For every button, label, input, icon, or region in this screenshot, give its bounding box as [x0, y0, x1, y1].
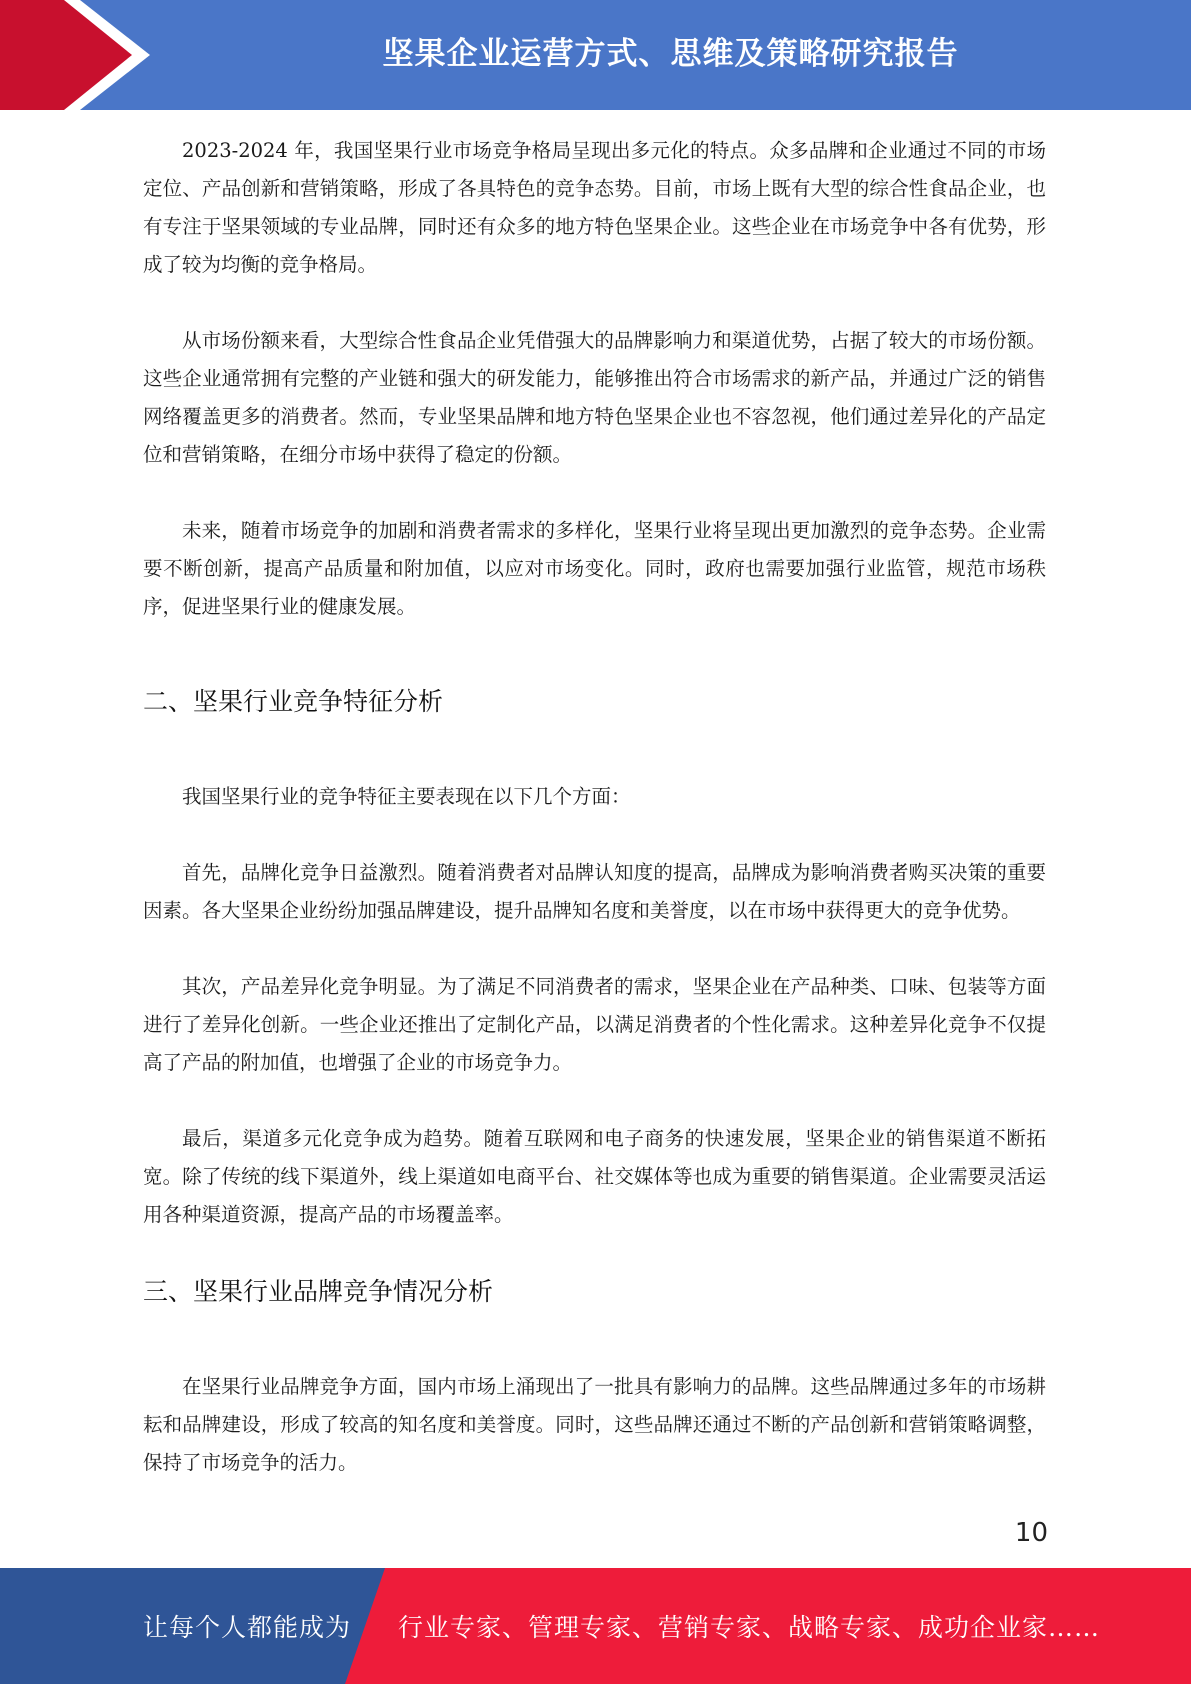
paragraph: 最后，渠道多元化竞争成为趋势。随着互联网和电子商务的快速发展，坚果企业的销售渠道不断拓宽。除了传统的线下渠道外，线上渠道如电商平台、社交媒体等也成为重要的销售渠道。企业需要灵活运用各种渠道资源，提高产品的市场覆盖率。	[143, 1127, 1046, 1226]
section-heading: 三、坚果行业品牌竞争情况分析	[143, 1277, 494, 1306]
report-title: 坚果企业运营方式、思维及策略研究报告	[382, 35, 959, 72]
section-heading: 二、坚果行业竞争特征分析	[143, 687, 444, 716]
page-footer	[0, 1568, 1191, 1684]
paragraph: 2023-2024 年，我国坚果行业市场竞争格局呈现出多元化的特点。众多品牌和企业通过不同的市场定位、产品创新和营销策略，形成了各具特色的竞争态势。目前，市场上既有大型的综合性食品企业，也有专注于坚果领域的专业品牌，同时还有众多的地方特色坚果企业。这些企业在市场竞争中各有优势，形成了较为均衡的竞争格局。	[143, 139, 1046, 276]
paragraph: 首先，品牌化竞争日益激烈。随着消费者对品牌认知度的提高，品牌成为影响消费者购买决策的重要因素。各大坚果企业纷纷加强品牌建设，提升品牌知名度和美誉度，以在市场中获得更大的竞争优势。	[143, 861, 1046, 922]
paragraph: 未来，随着市场竞争的加剧和消费者需求的多样化，坚果行业将呈现出更加激烈的竞争态势。企业需要不断创新，提高产品质量和附加值，以应对市场变化。同时，政府也需要加强行业监管，规范市场秩序，促进坚果行业的健康发展。	[143, 519, 1046, 618]
footer-slogan-left: 让每个人都能成为	[143, 1613, 352, 1642]
paragraph: 从市场份额来看，大型综合性食品企业凭借强大的品牌影响力和渠道优势，占据了较大的市场份额。这些企业通常拥有完整的产业链和强大的研发能力，能够推出符合市场需求的新产品，并通过广泛的销售网络覆盖更多的消费者。然而，专业坚果品牌和地方特色坚果企业也不容忽视，他们通过差异化的产品定位和营销策略，在细分市场中获得了稳定的份额。	[143, 329, 1046, 466]
footer-slogan-right: 行业专家、管理专家、营销专家、战略专家、成功企业家……	[398, 1613, 1101, 1642]
page-number: 10	[1014, 1518, 1048, 1548]
paragraph: 在坚果行业品牌竞争方面，国内市场上涌现出了一批具有影响力的品牌。这些品牌通过多年的市场耕耘和品牌建设，形成了较高的知名度和美誉度。同时，这些品牌还通过不断的产品创新和营销策略调整，保持了市场竞争的活力。	[143, 1375, 1046, 1474]
page-content	[143, 132, 1046, 1520]
paragraph: 我国坚果行业的竞争特征主要表现在以下几个方面：	[182, 785, 631, 808]
page-header	[0, 0, 1191, 110]
paragraph: 其次，产品差异化竞争明显。为了满足不同消费者的需求，坚果企业在产品种类、口味、包装等方面进行了差异化创新。一些企业还推出了定制化产品，以满足消费者的个性化需求。这种差异化竞争不仅提高了产品的附加值，也增强了企业的市场竞争力。	[143, 975, 1046, 1074]
